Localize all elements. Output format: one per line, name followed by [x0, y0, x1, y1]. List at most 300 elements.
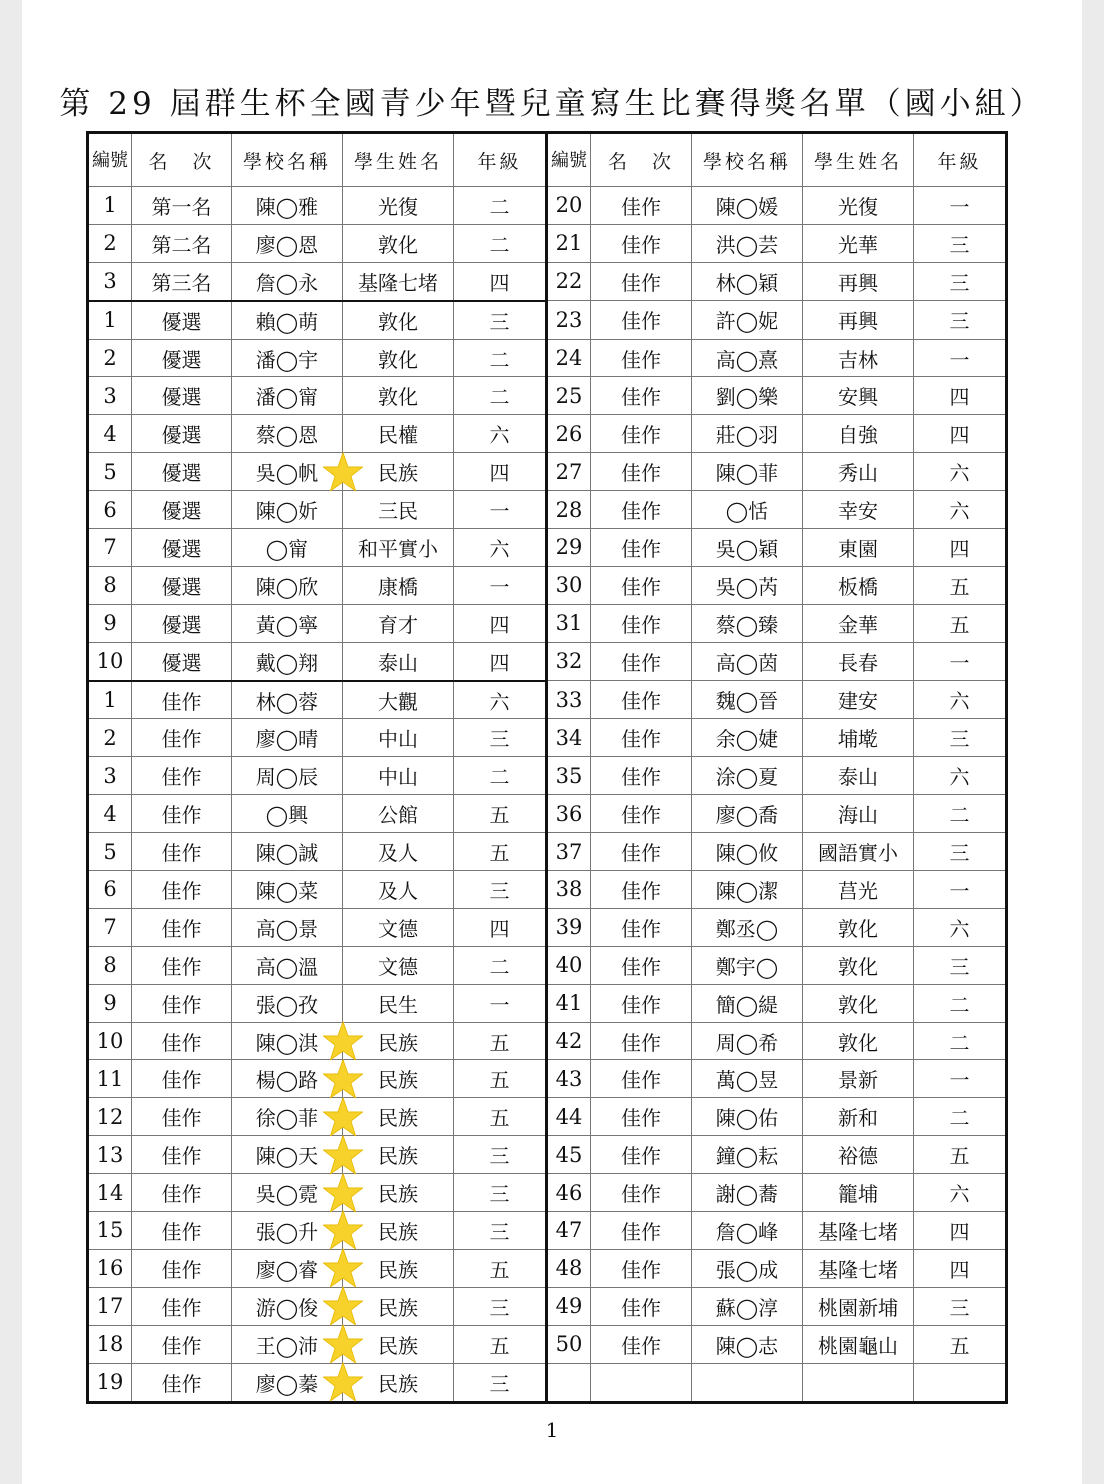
school-name-text: 中山: [378, 727, 418, 752]
grade: [454, 1022, 547, 1060]
grade-text: 三: [949, 232, 970, 257]
grade: [454, 301, 547, 339]
entry-number: [88, 453, 132, 491]
school-name-text: 三民: [378, 499, 418, 524]
table-row: [88, 187, 1007, 225]
entry-rank: [132, 224, 232, 262]
school-name: [803, 757, 914, 795]
results-table: [86, 131, 1008, 1404]
school-name-text: 裕德: [838, 1144, 878, 1169]
grade: [454, 224, 547, 262]
student-name-text: 陳◯雅: [255, 194, 319, 219]
student-name: [232, 908, 343, 946]
entry-number-text: 37: [555, 839, 583, 864]
school-name-text: 秀山: [838, 461, 878, 486]
grade-text: 五: [489, 1257, 510, 1282]
student-name: [692, 1136, 803, 1174]
school-name-text: 敦化: [838, 954, 878, 979]
entry-rank-text: 佳作: [161, 878, 202, 903]
student-name: [692, 1249, 803, 1287]
student-name-text: 游◯俊: [255, 1295, 319, 1320]
grade: [454, 1249, 547, 1287]
student-name-text: 林◯蓉: [255, 689, 319, 714]
entry-rank-text: 佳作: [621, 1106, 661, 1131]
student-name-text: 戴◯翔: [255, 650, 319, 675]
entry-rank: [591, 1287, 692, 1325]
school-name-text: 海山: [838, 803, 878, 828]
entry-number: [547, 1136, 591, 1174]
entry-number: [547, 719, 591, 757]
grade: [454, 1136, 547, 1174]
entry-number: [547, 946, 591, 984]
table-row: [88, 1022, 1007, 1060]
school-name: [343, 187, 454, 225]
school-name-text: 吉林: [838, 347, 878, 372]
grade: [454, 262, 547, 300]
school-name-text: 桃園新埔: [818, 1295, 898, 1320]
school-name-text: 埔墘: [838, 727, 878, 752]
entry-rank: [591, 1325, 692, 1363]
entry-number: [88, 984, 132, 1022]
entry-rank: [132, 301, 232, 339]
entry-rank: [591, 681, 692, 719]
school-name: [803, 491, 914, 529]
school-name-text: 民族: [378, 1295, 418, 1320]
student-name: [692, 946, 803, 984]
grade-text: 二: [949, 1030, 970, 1055]
grade-text: 二: [489, 347, 510, 372]
entry-rank: [132, 1249, 232, 1287]
entry-rank: [591, 339, 692, 377]
entry-number: [88, 1098, 132, 1136]
entry-number: [547, 301, 591, 339]
entry-number-text: 29: [555, 535, 583, 560]
table-row: [88, 339, 1007, 377]
grade: [454, 566, 547, 604]
student-name-text: 詹◯峰: [715, 1219, 779, 1244]
student-name: [232, 529, 343, 567]
grade: [914, 604, 1007, 642]
entry-number-text: 25: [555, 383, 583, 408]
school-name-text: 文德: [378, 916, 418, 941]
school-name: [343, 642, 454, 680]
entry-rank-text: 佳作: [621, 954, 661, 979]
student-name-text: 陳◯淇: [255, 1030, 319, 1055]
student-name: [692, 757, 803, 795]
school-name: [803, 1363, 914, 1402]
entry-rank: [132, 1022, 232, 1060]
grade: [454, 187, 547, 225]
school-name-text: 幸安: [838, 499, 878, 524]
entry-number: [547, 491, 591, 529]
entry-number-text: 48: [555, 1256, 583, 1281]
entry-number-text: 9: [103, 611, 117, 636]
document-page: [22, 0, 1082, 1484]
student-name-text: 廖◯喬: [715, 803, 779, 828]
entry-number-text: 13: [96, 1142, 124, 1167]
student-name-text: 蔡◯恩: [255, 423, 319, 448]
entry-rank-text: 佳作: [621, 347, 661, 372]
school-name-text: 民族: [378, 1257, 418, 1282]
header-number: 編號: [547, 133, 591, 187]
school-name: [343, 377, 454, 415]
grade: [454, 1060, 547, 1098]
entry-number: [88, 529, 132, 567]
grade-text: 六: [949, 916, 970, 941]
grade: [914, 566, 1007, 604]
entry-number: [88, 681, 132, 719]
school-name: [803, 1022, 914, 1060]
school-name-text: 民族: [378, 1030, 418, 1055]
entry-number: [547, 453, 591, 491]
entry-number: [88, 301, 132, 339]
grade: [914, 1212, 1007, 1250]
entry-rank: [591, 1022, 692, 1060]
student-name: [692, 377, 803, 415]
grade: [914, 1060, 1007, 1098]
entry-rank-text: 佳作: [621, 765, 661, 790]
entry-number-text: 47: [555, 1218, 583, 1243]
student-name-text: 陳◯攸: [715, 841, 779, 866]
entry-number-text: 14: [96, 1180, 124, 1205]
entry-rank-text: 佳作: [161, 992, 202, 1017]
grade: [454, 1098, 547, 1136]
results-body: [88, 187, 1007, 1403]
table-row: [88, 1212, 1007, 1250]
header-name: 學校名稱: [692, 133, 803, 187]
entry-number: [88, 1249, 132, 1287]
entry-number: [88, 224, 132, 262]
grade-text: 六: [949, 1182, 970, 1207]
student-name: [692, 1060, 803, 1098]
entry-number: [547, 566, 591, 604]
entry-number: [547, 1212, 591, 1250]
entry-rank-text: 佳作: [621, 1030, 661, 1055]
grade-text: 三: [489, 1219, 510, 1244]
entry-rank: [132, 1287, 232, 1325]
entry-rank: [591, 908, 692, 946]
entry-rank: [591, 262, 692, 300]
entry-rank: [591, 1249, 692, 1287]
school-name: [803, 642, 914, 680]
entry-rank-text: 優選: [161, 612, 202, 637]
grade-text: 六: [949, 765, 970, 790]
school-name-text: 敦化: [378, 385, 418, 410]
student-name: [232, 642, 343, 680]
entry-number-text: 15: [96, 1218, 124, 1243]
grade: [914, 871, 1007, 909]
grade: [914, 1098, 1007, 1136]
school-name-text: 金華: [838, 612, 878, 637]
student-name: [232, 1098, 343, 1136]
student-name: [692, 1022, 803, 1060]
school-name: [343, 1060, 454, 1098]
school-name-text: 敦化: [378, 232, 418, 257]
entry-rank: [132, 491, 232, 529]
student-name-text: 徐◯菲: [255, 1106, 319, 1131]
entry-number: [88, 795, 132, 833]
entry-rank-text: 佳作: [621, 499, 661, 524]
grade-text: 三: [949, 954, 970, 979]
entry-rank: [591, 757, 692, 795]
student-name-text: 潘◯宇: [255, 347, 319, 372]
school-name-text: 民族: [378, 1333, 418, 1358]
student-name-text: 賴◯萌: [255, 309, 319, 334]
school-name-text: 敦化: [838, 1030, 878, 1055]
grade: [914, 908, 1007, 946]
student-name-text: 魏◯晉: [715, 689, 779, 714]
entry-rank: [132, 339, 232, 377]
school-name: [343, 1136, 454, 1174]
entry-rank-text: 佳作: [621, 309, 661, 334]
table-row: [88, 871, 1007, 909]
school-name: [343, 262, 454, 300]
entry-rank: [591, 224, 692, 262]
school-name: [343, 681, 454, 719]
student-name-text: 鄭宇◯: [715, 954, 779, 979]
table-row: [88, 566, 1007, 604]
entry-rank-text: 第一名: [151, 194, 212, 219]
grade-text: 二: [489, 194, 510, 219]
table-row: [88, 224, 1007, 262]
student-name-text: 周◯辰: [255, 765, 319, 790]
student-name-text: 吳◯芮: [715, 574, 779, 599]
school-name: [343, 453, 454, 491]
entry-number: [547, 642, 591, 680]
student-name: [232, 1287, 343, 1325]
student-name-text: 謝◯蕎: [715, 1182, 779, 1207]
school-name: [803, 453, 914, 491]
table-row: [88, 1325, 1007, 1363]
grade-text: 二: [489, 232, 510, 257]
school-name: [803, 262, 914, 300]
school-name: [803, 1212, 914, 1250]
school-name: [343, 1212, 454, 1250]
grade: [454, 833, 547, 871]
school-name-text: 新和: [838, 1106, 878, 1131]
school-name-text: 泰山: [838, 765, 878, 790]
entry-rank-text: 佳作: [621, 841, 661, 866]
school-name-text: 及人: [378, 878, 418, 903]
grade: [914, 1022, 1007, 1060]
school-name-text: 民權: [378, 423, 418, 448]
entry-number: [88, 604, 132, 642]
grade-text: 三: [489, 1144, 510, 1169]
header-row: [88, 133, 1007, 187]
entry-number-text: 42: [555, 1029, 583, 1054]
entry-number: [88, 187, 132, 225]
student-name: [692, 301, 803, 339]
grade-text: 五: [949, 612, 970, 637]
entry-rank: [591, 415, 692, 453]
entry-number: [547, 1098, 591, 1136]
student-name: [232, 795, 343, 833]
school-name-text: 國語實小: [818, 841, 898, 866]
student-name-text: 陳◯天: [255, 1144, 319, 1169]
entry-number-text: 6: [103, 497, 117, 522]
school-name-text: 民族: [378, 461, 418, 486]
entry-rank-text: 佳作: [161, 1030, 202, 1055]
school-name-text: 民族: [378, 1106, 418, 1131]
header-school: 學生姓名: [343, 133, 454, 187]
entry-number: [547, 984, 591, 1022]
grade-text: 二: [489, 385, 510, 410]
school-name: [343, 871, 454, 909]
grade: [914, 415, 1007, 453]
entry-number: [547, 604, 591, 642]
entry-rank-text: 佳作: [161, 1333, 202, 1358]
student-name-text: 楊◯路: [255, 1068, 319, 1093]
entry-number-text: 8: [103, 573, 117, 598]
entry-number: [88, 1174, 132, 1212]
entry-number: [547, 1174, 591, 1212]
entry-number: [547, 1249, 591, 1287]
entry-rank: [132, 908, 232, 946]
grade-text: 六: [489, 536, 510, 561]
grade: [454, 1363, 547, 1402]
entry-number: [88, 377, 132, 415]
grade: [454, 491, 547, 529]
student-name-text: 涂◯夏: [715, 765, 779, 790]
school-name-text: 光復: [378, 194, 418, 219]
entry-rank-text: 佳作: [621, 270, 661, 295]
entry-number-text: 2: [103, 725, 117, 750]
student-name-text: 高◯茵: [715, 650, 779, 675]
student-name: [692, 262, 803, 300]
grade-text: 五: [489, 803, 510, 828]
school-name: [803, 833, 914, 871]
school-name: [803, 946, 914, 984]
entry-rank: [591, 1060, 692, 1098]
school-name: [803, 187, 914, 225]
student-name: [692, 642, 803, 680]
student-name: [692, 795, 803, 833]
entry-rank: [132, 1136, 232, 1174]
student-name: [692, 719, 803, 757]
school-name: [803, 1287, 914, 1325]
entry-number: [547, 1060, 591, 1098]
entry-rank-text: 優選: [161, 385, 202, 410]
entry-number-text: 24: [555, 346, 583, 370]
grade: [454, 529, 547, 567]
grade: [454, 719, 547, 757]
grade-text: 四: [949, 423, 970, 448]
school-name: [803, 224, 914, 262]
school-name: [343, 908, 454, 946]
grade: [454, 453, 547, 491]
entry-rank-text: 佳作: [621, 1144, 661, 1169]
student-name-text: 莊◯羽: [715, 423, 779, 448]
student-name: [232, 224, 343, 262]
grade: [914, 491, 1007, 529]
student-name-text: 張◯升: [255, 1219, 319, 1244]
grade-text: 二: [949, 803, 970, 828]
table-row: [88, 491, 1007, 529]
entry-number-text: 49: [555, 1294, 583, 1319]
entry-number-text: 2: [103, 346, 117, 370]
entry-rank: [591, 187, 692, 225]
entry-number-text: 12: [96, 1104, 124, 1129]
entry-rank: [591, 453, 692, 491]
entry-rank: [591, 377, 692, 415]
entry-number-text: 23: [555, 307, 583, 332]
student-name: [692, 1098, 803, 1136]
grade-text: 六: [489, 423, 510, 448]
entry-rank-text: 佳作: [621, 612, 661, 637]
grade: [914, 1174, 1007, 1212]
entry-number-text: 8: [103, 953, 117, 978]
school-name-text: 敦化: [378, 309, 418, 334]
student-name: [232, 339, 343, 377]
grade-text: 五: [949, 1333, 970, 1358]
student-name: [692, 529, 803, 567]
entry-number-text: 44: [555, 1104, 583, 1129]
student-name: [692, 224, 803, 262]
grade-text: 三: [949, 1295, 970, 1320]
student-name: [232, 871, 343, 909]
entry-rank-text: 優選: [161, 423, 202, 448]
grade-text: 二: [489, 765, 510, 790]
school-name: [803, 529, 914, 567]
entry-number: [88, 833, 132, 871]
student-name: [232, 1136, 343, 1174]
entry-rank: [132, 1098, 232, 1136]
grade: [454, 642, 547, 680]
student-name-text: ◯恬: [725, 499, 769, 524]
grade-text: 三: [489, 1371, 510, 1396]
entry-rank-text: 佳作: [621, 536, 661, 561]
header-grade: 年級: [914, 133, 1007, 187]
student-name-text: 高◯熹: [715, 347, 779, 372]
school-name: [343, 1287, 454, 1325]
entry-number-text: 34: [555, 725, 583, 750]
header-school: 學生姓名: [803, 133, 914, 187]
school-name-text: 民生: [378, 992, 418, 1017]
entry-number-text: 3: [103, 269, 117, 294]
grade-text: 六: [949, 689, 970, 714]
school-name-text: 公館: [378, 803, 418, 828]
table-row: [88, 946, 1007, 984]
school-name: [343, 757, 454, 795]
grade: [454, 681, 547, 719]
grade-text: 三: [949, 841, 970, 866]
grade-text: 五: [489, 1068, 510, 1093]
grade-text: 五: [949, 1144, 970, 1169]
entry-rank-text: 優選: [161, 309, 202, 334]
entry-rank: [132, 833, 232, 871]
entry-number: [547, 377, 591, 415]
table-row: [88, 795, 1007, 833]
student-name: [692, 453, 803, 491]
entry-number: [547, 529, 591, 567]
entry-number-text: 10: [96, 1029, 124, 1054]
student-name: [692, 1363, 803, 1402]
student-name: [692, 681, 803, 719]
entry-number: [547, 757, 591, 795]
entry-rank-text: 優選: [161, 499, 202, 524]
entry-rank: [591, 491, 692, 529]
grade-text: 三: [949, 309, 970, 334]
school-name: [343, 415, 454, 453]
entry-number-text: 40: [555, 953, 583, 978]
grade-text: 一: [949, 1068, 970, 1093]
student-name-text: 高◯景: [255, 916, 319, 941]
entry-number: [88, 1060, 132, 1098]
school-name-text: 大觀: [378, 689, 418, 714]
entry-rank-text: 佳作: [621, 650, 661, 675]
grade-text: 四: [489, 270, 510, 295]
entry-rank: [132, 604, 232, 642]
